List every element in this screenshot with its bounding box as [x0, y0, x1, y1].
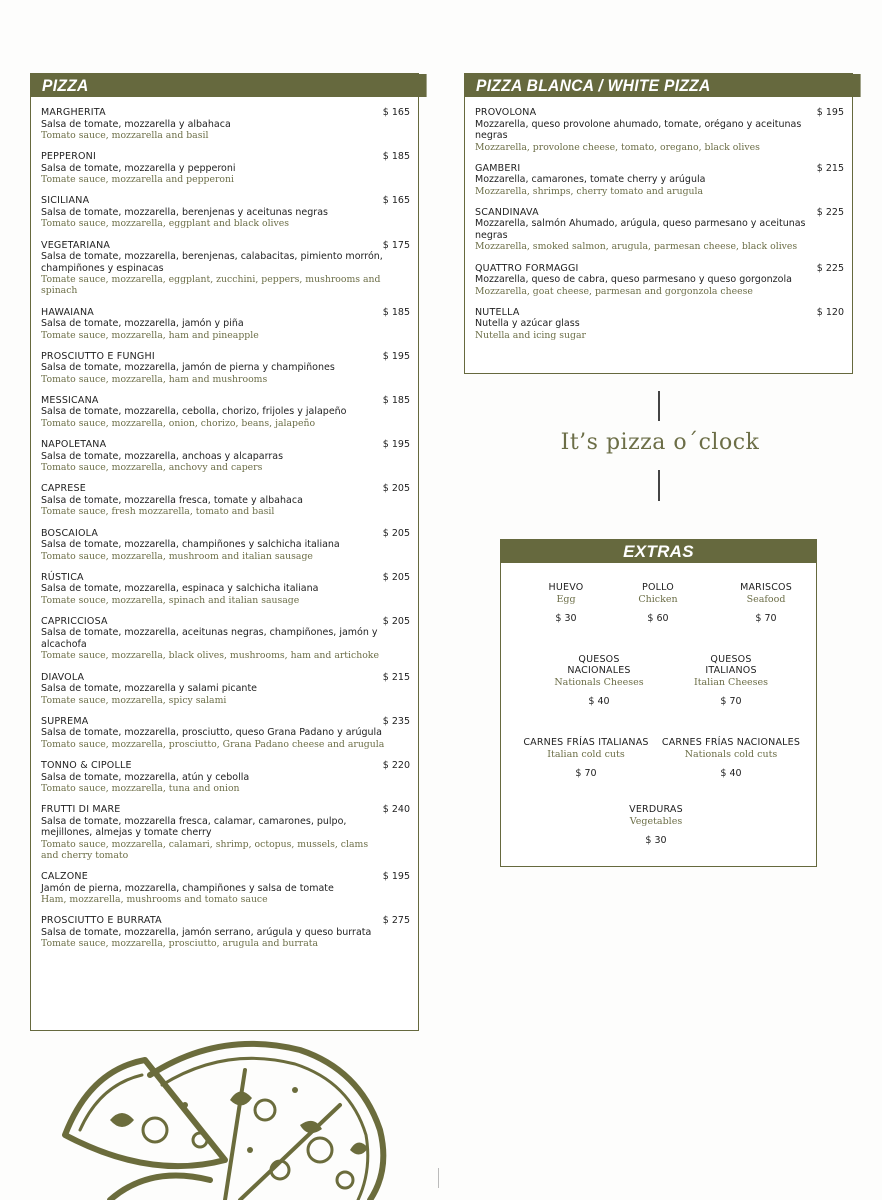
menu-item-english-description: Tomate sauce, mozzarella, black olives, mushrooms, ham and artichoke [41, 650, 379, 662]
extras-section-title: EXTRAS [501, 540, 816, 563]
menu-item [41, 307, 410, 341]
extra-item-name: QUESOS NACIONALES [567, 654, 631, 676]
menu-item-name: RÚSTICA [41, 571, 84, 583]
menu-item-price: $ 185 [382, 306, 410, 318]
extra-item [691, 582, 841, 624]
menu-item-spanish-description: Salsa de tomate, mozzarella, prosciutto, queso Grana Padano y arúgula [41, 727, 382, 739]
menu-item-english-description: Tomato sauce, mozzarella, anchovy and capers [41, 462, 263, 474]
menu-item-price: $ 240 [382, 804, 410, 816]
menu-item-name: PEPPERONI [41, 151, 96, 163]
menu-item-spanish-description: Jamón de pierna, mozzarella, champiñones y salsa de tomate [41, 882, 334, 894]
menu-item-english-description: Tomate sauce, fresh mozzarella, tomato and basil [41, 506, 275, 518]
menu-item-name: CAPRESE [41, 483, 86, 495]
menu-item-price: $ 205 [382, 527, 410, 539]
extra-item-name: QUESOS ITALIANOS [705, 654, 757, 676]
menu-item-price: $ 195 [382, 439, 410, 451]
menu-item [41, 760, 410, 794]
extra-item [524, 654, 674, 707]
menu-item-spanish-description: Salsa de tomate, mozzarella y salami picante [41, 683, 258, 695]
white-pizza-section-title: PIZZA BLANCA / WHITE PIZZA [465, 74, 861, 97]
menu-item-price: $ 215 [382, 671, 410, 683]
extra-item-price: $ 60 [647, 613, 669, 624]
menu-item-english-description: Tomato sauce, mozzarella, ham and mushrooms [41, 373, 268, 385]
menu-item [41, 195, 410, 229]
menu-item-english-description: Mozzarella, shrimps, cherry tomato and arugula [475, 185, 704, 197]
menu-item [41, 915, 410, 949]
menu-item-price: $ 195 [382, 871, 410, 883]
menu-item-name: SCANDINAVA [475, 206, 539, 218]
menu-item-price: $ 185 [382, 151, 410, 163]
extra-item-price: $ 30 [645, 835, 667, 846]
menu-item-english-description: Nutella and icing sugar [475, 329, 586, 341]
menu-item-name: VEGETARIANA [41, 239, 111, 251]
menu-item-english-description: Tomate sauce, mozzarella, eggplant, zucchini, peppers, mushrooms and spinach [41, 274, 381, 297]
menu-item-name: HAWAIANA [41, 306, 95, 318]
extra-item-name: CARNES FRÍAS NACIONALES [661, 737, 801, 748]
menu-item-price: $ 185 [382, 394, 410, 406]
menu-item-price: $ 175 [382, 239, 410, 251]
menu-item-name: NUTELLA [475, 306, 520, 318]
menu-item-english-description: Ham, mozzarella, mushrooms and tomato sauce [41, 894, 268, 906]
divider-line-top [658, 391, 660, 421]
menu-item [41, 871, 410, 905]
menu-item-spanish-description: Salsa de tomate, mozzarella, berenjenas y aceitunas negras [41, 206, 328, 218]
menu-item-english-description: Tomato sauce, mozzarella and basil [41, 130, 209, 141]
menu-item-name: CAPRICCIOSA [41, 615, 108, 627]
menu-item-name: SICILIANA [41, 195, 90, 207]
footer-divider [438, 1168, 439, 1188]
menu-item-price: $ 225 [816, 262, 844, 274]
menu-item-english-description: Tomate sauce, mozzarella, prosciutto, arugula and burrata [41, 938, 319, 950]
pizza-section-title: PIZZA [31, 74, 427, 97]
menu-item-price: $ 275 [382, 915, 410, 927]
menu-item [475, 207, 844, 253]
menu-item-name: PROSCIUTTO E BURRATA [41, 915, 162, 927]
menu-item-name: QUATTRO FORMAGGI [475, 262, 579, 274]
menu-item [41, 151, 410, 185]
menu-item [475, 307, 844, 341]
menu-item-price: $ 225 [816, 206, 844, 218]
menu-item-price: $ 205 [382, 615, 410, 627]
extra-item-name: VERDURAS [629, 804, 683, 815]
menu-item-spanish-description: Salsa de tomate, mozzarella, champiñones y salchicha italiana [41, 539, 340, 551]
extra-item-name: POLLO [642, 582, 674, 593]
menu-item-spanish-description: Salsa de tomate, mozzarella, jamón serrano, arúgula y queso burrata [41, 926, 372, 938]
extra-item [581, 804, 731, 846]
menu-item-name: NAPOLETANA [41, 439, 107, 451]
extra-item-english: Nationals cold cuts [684, 749, 778, 760]
menu-item-price: $ 165 [382, 195, 410, 207]
menu-item [41, 528, 410, 562]
extra-item-english: Italian cold cuts [547, 749, 625, 760]
menu-item-name: FRUTTI DI MARE [41, 804, 121, 816]
menu-item [475, 163, 844, 197]
menu-item [41, 240, 410, 297]
menu-item-spanish-description: Salsa de tomate, mozzarella, atún y cebolla [41, 771, 250, 783]
menu-item-spanish-description: Nutella y azúcar glass [475, 318, 580, 330]
extra-item-name: HUEVO [548, 582, 584, 593]
menu-item-name: BOSCAIOLA [41, 527, 99, 539]
extra-item-english: Seafood [746, 594, 786, 605]
menu-item-name: DIAVOLA [41, 671, 85, 683]
menu-item-english-description: Mozzarella, provolone cheese, tomato, oregano, black olives [475, 141, 760, 153]
menu-item-price: $ 205 [382, 571, 410, 583]
menu-item-spanish-description: Mozzarella, queso de cabra, queso parmesano y queso gorgonzola [475, 274, 792, 286]
extra-item-english: Nationals Cheeses [554, 677, 644, 688]
extra-item-price: $ 40 [588, 696, 610, 707]
menu-item-spanish-description: Mozzarella, salmón Ahumado, arúgula, queso parmesano y aceitunas negras [475, 218, 806, 241]
menu-item-name: PROSCIUTTO E FUNGHI [41, 350, 155, 362]
tagline: It’s pizza o´clock [560, 430, 760, 455]
menu-item [41, 616, 410, 662]
extra-item-english: Egg [556, 594, 576, 605]
menu-item [41, 439, 410, 473]
menu-item [41, 395, 410, 429]
extra-item-english: Chicken [638, 594, 678, 605]
extra-item-name: MARISCOS [740, 582, 792, 593]
menu-item-price: $ 195 [816, 107, 844, 118]
menu-item-english-description: Tomato sauce, mozzarella, onion, chorizo, beans, jalapeño [41, 417, 316, 429]
menu-item-spanish-description: Salsa de tomate, mozzarella, aceitunas negras, champiñones, jamón y alcachofa [41, 627, 378, 650]
menu-item [41, 716, 410, 750]
menu-item-name: GAMBERI [475, 162, 521, 174]
menu-item-english-description: Tomato sauce, mozzarella, eggplant and black olives [41, 218, 290, 230]
menu-item-english-description: Tomate sauce, mozzarella and pepperoni [41, 174, 234, 186]
extra-item-price: $ 70 [755, 613, 777, 624]
menu-item-english-description: Mozzarella, goat cheese, parmesan and gorgonzola cheese [475, 285, 753, 297]
extras-section [500, 539, 817, 867]
menu-item-english-description: Tomate sauce, mozzarella, spicy salami [41, 694, 227, 706]
menu-item-price: $ 195 [382, 350, 410, 362]
menu-item-spanish-description: Salsa de tomate, mozzarella fresca, tomate y albahaca [41, 494, 303, 506]
menu-item [41, 351, 410, 385]
menu-item [41, 107, 410, 141]
extra-item-price: $ 30 [555, 613, 577, 624]
menu-item [41, 572, 410, 606]
white-pizza-section [464, 73, 853, 374]
extra-item [656, 654, 806, 707]
menu-item-english-description: Tomato sauce, mozzarella, calamari, shrimp, octopus, mussels, clams and cherry tomato [41, 838, 369, 861]
divider-line-bottom [658, 470, 660, 501]
menu-item-price: $ 205 [382, 483, 410, 495]
menu-item-name: PROVOLONA [475, 107, 537, 118]
menu-item-spanish-description: Mozzarella, camarones, tomate cherry y arúgula [475, 174, 706, 186]
menu-item-english-description: Tomato sauce, mozzarella, mushroom and italian sausage [41, 550, 313, 562]
menu-item-price: $ 215 [816, 162, 844, 174]
menu-item-english-description: Tomate sauce, mozzarella, ham and pineapple [41, 329, 259, 341]
menu-item-spanish-description: Salsa de tomate, mozzarella, espinaca y salchicha italiana [41, 583, 319, 595]
menu-item-name: SUPREMA [41, 715, 89, 727]
menu-item-price: $ 165 [382, 107, 410, 118]
menu-item [41, 483, 410, 517]
menu-item-english-description: Mozzarella, smoked salmon, arugula, parmesan cheese, black olives [475, 241, 798, 253]
extra-item-name: CARNES FRÍAS ITALIANAS [523, 737, 649, 748]
menu-item-spanish-description: Salsa de tomate, mozzarella, berenjenas, calabacitas, pimiento morrón, champiñones y espinacas [41, 251, 383, 274]
extra-item-price: $ 70 [575, 768, 597, 779]
menu-item-name: TONNO & CIPOLLE [41, 760, 132, 772]
menu-item-name: CALZONE [41, 871, 88, 883]
menu-item-spanish-description: Salsa de tomate, mozzarella, cebolla, chorizo, frijoles y jalapeño [41, 406, 347, 418]
extra-item-english: Italian Cheeses [693, 677, 769, 688]
menu-item [475, 263, 844, 297]
menu-item-price: $ 120 [816, 306, 844, 318]
menu-item-price: $ 235 [382, 715, 410, 727]
menu-item-spanish-description: Salsa de tomate, mozzarella, jamón de pierna y champiñones [41, 362, 335, 374]
pizza-section [30, 73, 419, 1031]
menu-item-name: MESSICANA [41, 394, 99, 406]
menu-item-name: MARGHERITA [41, 107, 106, 118]
menu-item-english-description: Tomate souce, mozzarella, spinach and italian sausage [41, 594, 300, 606]
menu-item-spanish-description: Salsa de tomate, mozzarella fresca, calamar, camarones, pulpo, mejillones, almejas y tomate cherry [41, 815, 347, 839]
menu-item-price: $ 220 [382, 760, 410, 772]
menu-item-spanish-description: Salsa de tomate, mozzarella, anchoas y alcaparras [41, 450, 284, 462]
extra-item-price: $ 70 [720, 696, 742, 707]
menu-item-spanish-description: Mozzarella, queso provolone ahumado, tomate, orégano y aceitunas negras [475, 118, 802, 141]
menu-item [475, 107, 844, 153]
menu-item-english-description: Tomato sauce, mozzarella, tuna and onion [41, 783, 240, 795]
pizza-illustration-icon [50, 1030, 390, 1200]
extra-item [511, 737, 661, 779]
menu-item-spanish-description: Salsa de tomate, mozzarella, jamón y piña [41, 318, 244, 330]
white-pizza-list [465, 97, 852, 341]
menu-item-spanish-description: Salsa de tomate, mozzarella y albahaca [41, 118, 231, 130]
menu-item [41, 672, 410, 706]
extra-item [656, 737, 806, 779]
extra-item-price: $ 40 [720, 768, 742, 779]
menu-item [41, 804, 410, 861]
pizza-list [31, 97, 418, 950]
extra-item-english: Vegetables [629, 816, 683, 827]
menu-item-english-description: Tomato sauce, mozzarella, prosciutto, Grana Padano cheese and arugula [41, 738, 385, 750]
menu-item-spanish-description: Salsa de tomate, mozzarella y pepperoni [41, 162, 236, 174]
